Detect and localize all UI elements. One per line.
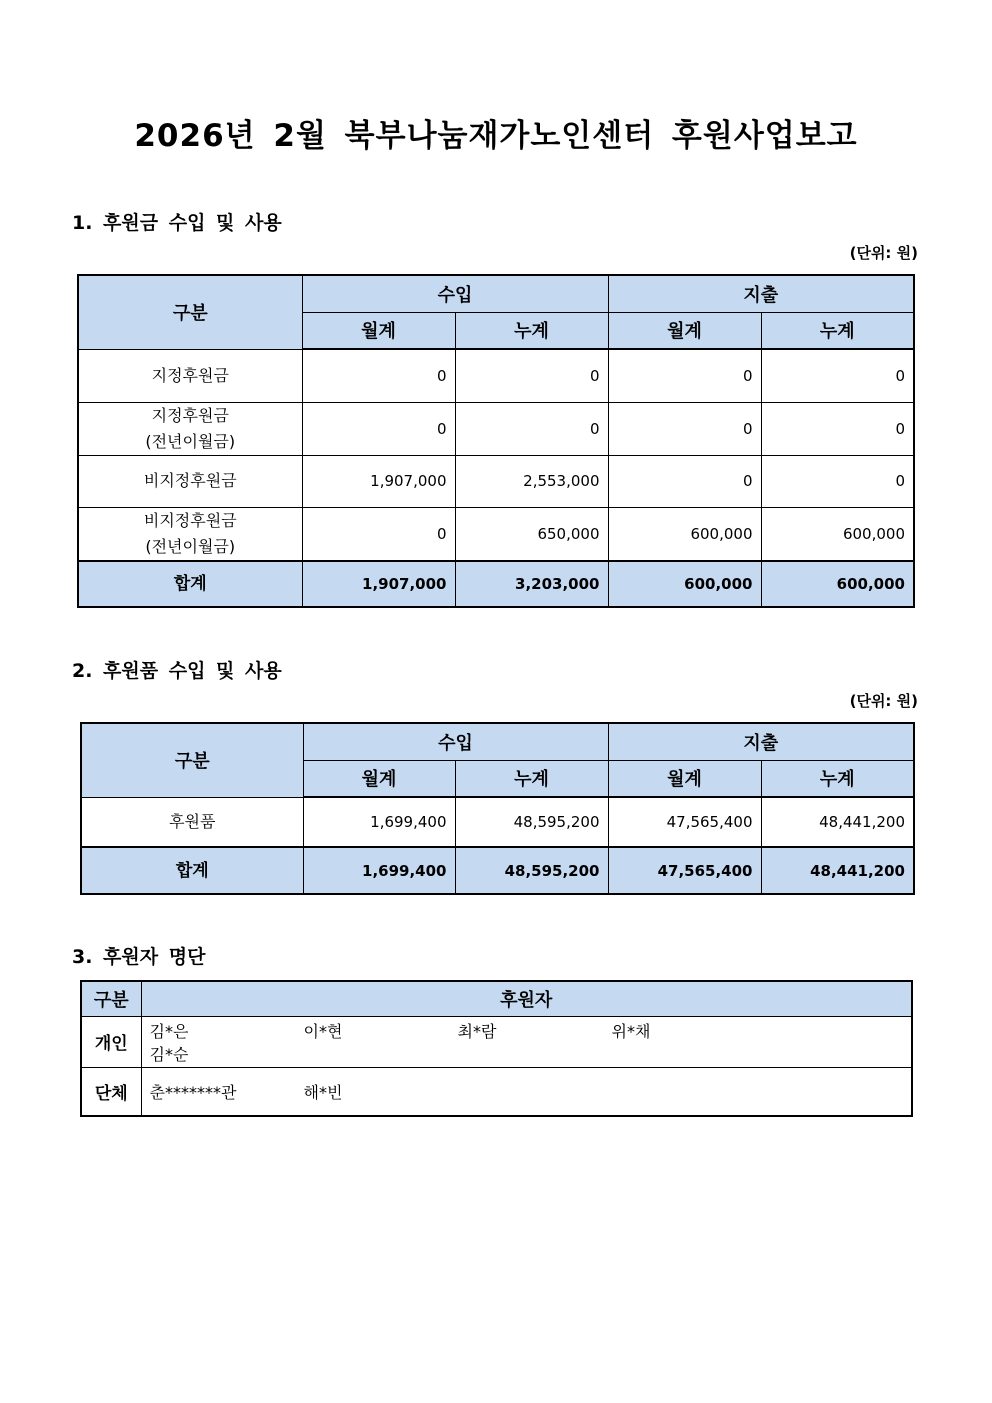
income-monthly-value: 1,699,400 <box>303 797 455 847</box>
donor-name: 김*순 <box>149 1044 189 1064</box>
income-cumulative-value: 48,595,200 <box>455 797 608 847</box>
total-income-monthly: 1,699,400 <box>303 847 455 894</box>
section-3-heading: 3. 후원자 명단 <box>72 946 206 968</box>
header-income: 수입 <box>302 275 608 312</box>
total-label: 합계 <box>81 847 303 894</box>
total-income-cumulative: 3,203,000 <box>455 561 608 607</box>
total-expense-cumulative: 48,441,200 <box>761 847 914 894</box>
header-category: 구분 <box>81 723 303 797</box>
section-2-heading: 2. 후원품 수입 및 사용 <box>72 660 282 682</box>
header-expense-cumulative: 누계 <box>761 760 914 797</box>
table-row <box>78 349 914 402</box>
page-title: 2026년 2월 북부나눔재가노인센터 후원사업보고 <box>134 118 858 154</box>
donor-name: 춘*******관 <box>149 1082 237 1102</box>
header-income: 수입 <box>303 723 608 760</box>
table-row <box>78 455 914 507</box>
total-label: 합계 <box>78 561 302 607</box>
donor-name: 김*은 <box>149 1021 189 1041</box>
row-label-text: 지정후원금 <box>151 365 229 385</box>
income-monthly-value: 0 <box>302 507 455 561</box>
header-expense-cumulative: 누계 <box>761 312 914 349</box>
income-monthly-value: 1,907,000 <box>302 455 455 507</box>
total-income-cumulative: 48,595,200 <box>455 847 608 894</box>
total-expense-cumulative: 600,000 <box>761 561 914 607</box>
table-row <box>78 507 914 561</box>
row-label <box>78 402 302 455</box>
row-label-text: 지정후원금 <box>151 405 229 425</box>
income-monthly-value: 0 <box>302 402 455 455</box>
donor-name: 위*채 <box>611 1021 651 1041</box>
donor-name: 해*빈 <box>303 1082 343 1102</box>
expense-monthly-value: 600,000 <box>608 507 761 561</box>
header-income-cumulative: 누계 <box>455 312 608 349</box>
table-row <box>78 402 914 455</box>
expense-monthly-value: 47,565,400 <box>608 797 761 847</box>
income-cumulative-value: 650,000 <box>455 507 608 561</box>
header-expense-monthly: 월계 <box>608 312 761 349</box>
row-label <box>78 507 302 561</box>
total-row <box>81 847 914 894</box>
donor-name: 이*현 <box>303 1021 343 1041</box>
donor-names <box>141 1067 912 1116</box>
expense-cumulative-value: 0 <box>761 402 914 455</box>
expense-cumulative-value: 0 <box>761 455 914 507</box>
header-expense: 지출 <box>608 723 914 760</box>
section-1-heading: 1. 후원금 수입 및 사용 <box>72 212 282 234</box>
income-cumulative-value: 2,553,000 <box>455 455 608 507</box>
total-row <box>78 561 914 607</box>
header-income-cumulative: 누계 <box>455 760 608 797</box>
income-cumulative-value: 0 <box>455 349 608 402</box>
expense-cumulative-value: 48,441,200 <box>761 797 914 847</box>
donor-row-individual <box>81 1016 912 1067</box>
row-label: 후원품 <box>81 797 303 847</box>
header-expense: 지출 <box>608 275 914 312</box>
header-income-monthly: 월계 <box>303 760 455 797</box>
total-expense-monthly: 600,000 <box>608 561 761 607</box>
header-income-monthly: 월계 <box>302 312 455 349</box>
row-label-subtext: (전년이월금) <box>145 536 236 556</box>
row-label <box>78 349 302 402</box>
expense-cumulative-value: 0 <box>761 349 914 402</box>
donor-type-label: 단체 <box>81 1067 141 1116</box>
section-1-unit: (단위: 원) <box>849 244 918 262</box>
header-category: 구분 <box>78 275 302 349</box>
header-expense-monthly: 월계 <box>608 760 761 797</box>
donation-money-table <box>77 274 915 608</box>
donor-header-category: 구분 <box>81 981 141 1016</box>
row-label-text: 비지정후원금 <box>143 471 237 490</box>
row-label <box>78 455 302 507</box>
total-expense-monthly: 47,565,400 <box>608 847 761 894</box>
donor-type-label: 개인 <box>81 1016 141 1067</box>
expense-monthly-value: 0 <box>608 402 761 455</box>
donor-names <box>141 1016 912 1067</box>
table-row <box>81 797 914 847</box>
donation-goods-table <box>80 722 915 895</box>
row-label-text: 비지정후원금 <box>143 510 237 530</box>
donor-row-group <box>81 1067 912 1116</box>
income-monthly-value: 0 <box>302 349 455 402</box>
total-income-monthly: 1,907,000 <box>302 561 455 607</box>
income-cumulative-value: 0 <box>455 402 608 455</box>
donor-list-table <box>80 980 913 1117</box>
expense-monthly-value: 0 <box>608 349 761 402</box>
expense-monthly-value: 0 <box>608 455 761 507</box>
row-label-subtext: (전년이월금) <box>145 431 236 451</box>
donor-name: 최*람 <box>457 1021 497 1041</box>
donor-header-donors: 후원자 <box>141 981 912 1016</box>
expense-cumulative-value: 600,000 <box>761 507 914 561</box>
section-2-unit: (단위: 원) <box>849 692 918 710</box>
